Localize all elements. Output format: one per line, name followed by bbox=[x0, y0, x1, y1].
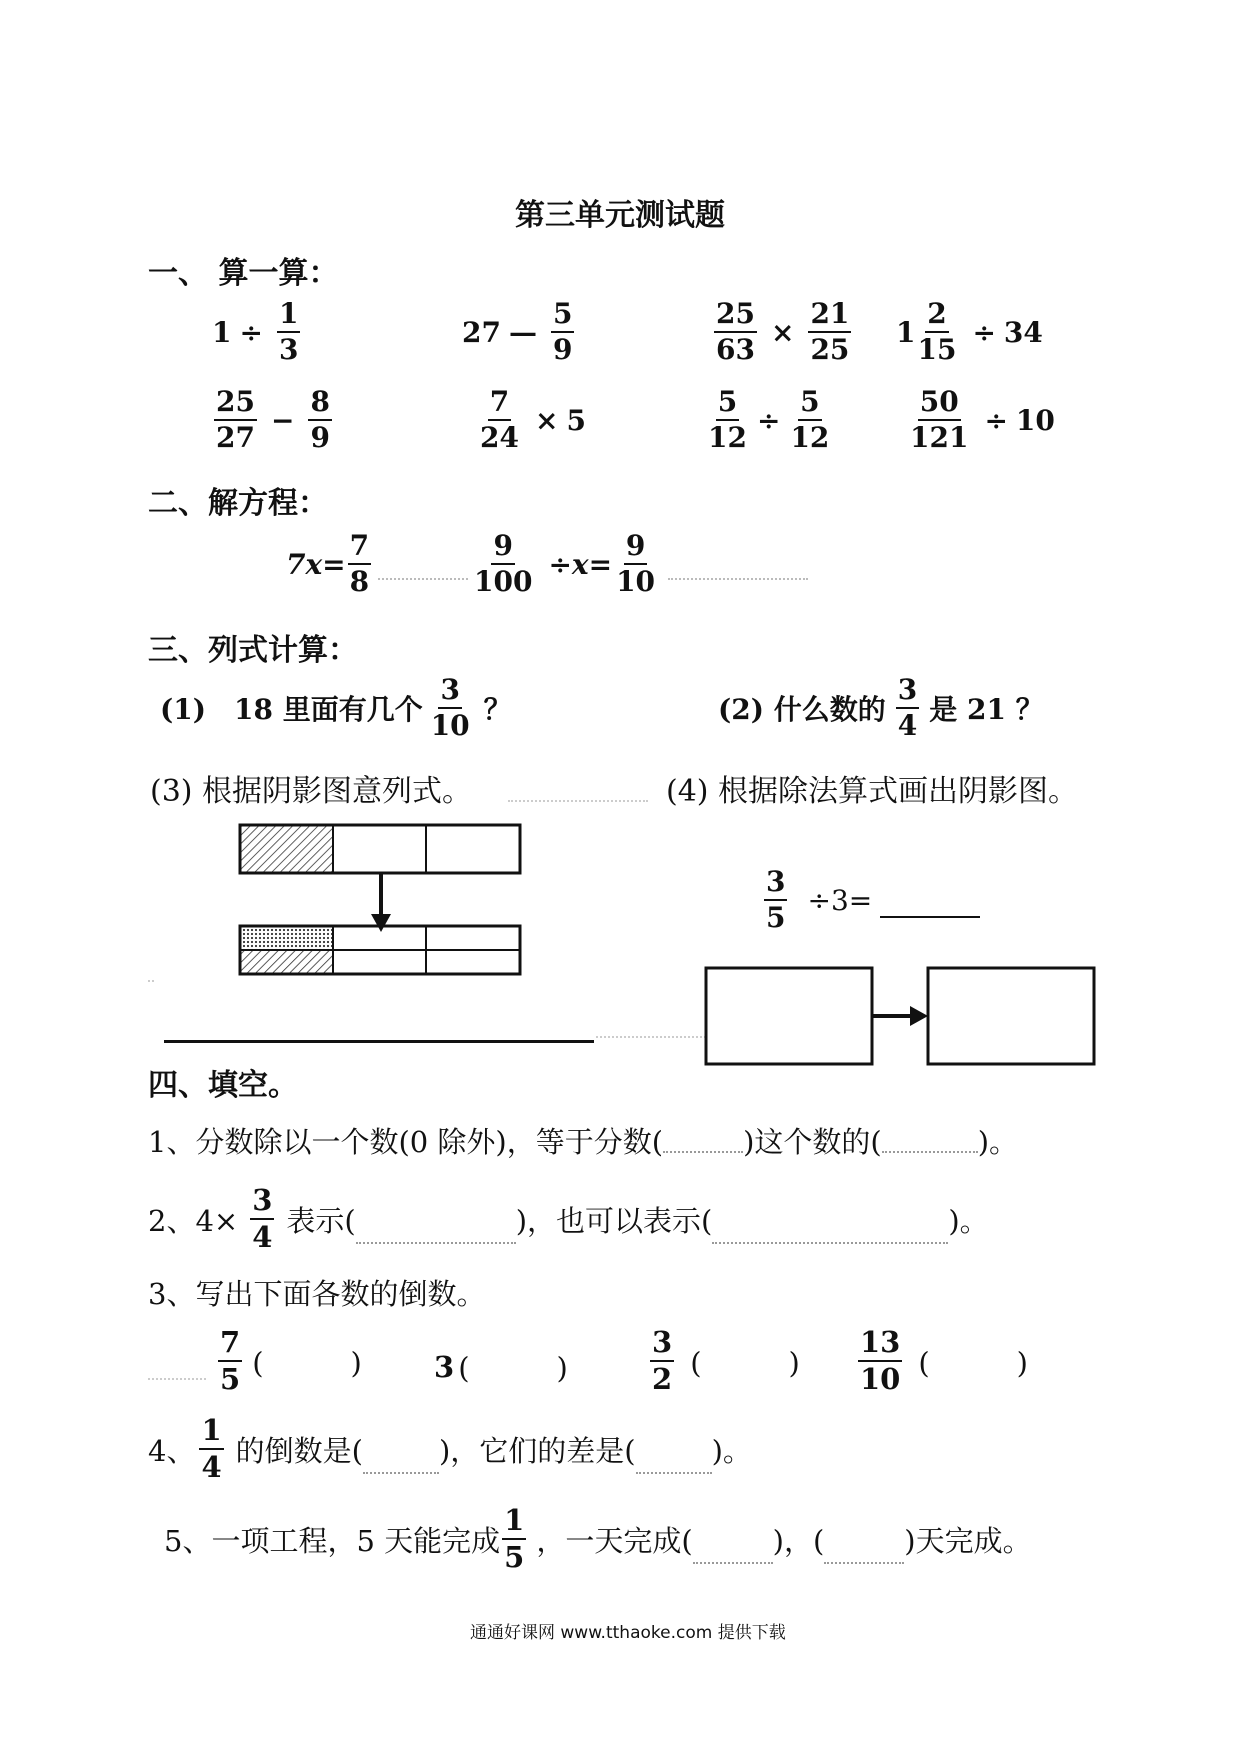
blank[interactable] bbox=[712, 1241, 948, 1244]
calc-1-3 bbox=[708, 297, 857, 366]
fraction: $\frac{9}{100}$ bbox=[474, 529, 533, 598]
fraction: $\frac{1}{4}$ bbox=[201, 1413, 222, 1484]
operator: ÷ bbox=[756, 403, 781, 437]
fraction: $\frac{7}{24}$ bbox=[480, 385, 519, 454]
fraction: $\frac{7}{8}$ bbox=[349, 529, 370, 598]
section-2-heading: 二、解方程： bbox=[148, 486, 328, 521]
fraction: $\frac{5}{12}$ bbox=[708, 385, 747, 454]
item-text: )。 bbox=[711, 1433, 752, 1468]
reciprocal-1 bbox=[212, 1325, 362, 1396]
section-4-heading: 四、填空。 bbox=[148, 1068, 298, 1103]
dotted-fill bbox=[378, 578, 468, 580]
equation-mid: ÷x= bbox=[548, 547, 613, 581]
fraction: $\frac{21}{25}$ bbox=[810, 297, 850, 366]
fill-item-1 bbox=[148, 1120, 1018, 1161]
fraction: $\frac{5}{9}$ bbox=[552, 297, 573, 366]
operator: ÷ bbox=[984, 403, 1008, 437]
fraction: $\frac{50}{121}$ bbox=[910, 385, 969, 454]
blank[interactable] bbox=[636, 1471, 712, 1474]
right-arrow-icon bbox=[910, 1006, 928, 1026]
operand: 1 bbox=[212, 315, 232, 349]
dotted-fill bbox=[508, 800, 648, 802]
section-3-heading: 三、列式计算： bbox=[148, 633, 358, 668]
fraction: $\frac{13}{10}$ bbox=[860, 1325, 901, 1396]
operand: 5 bbox=[566, 403, 586, 437]
answer-paren[interactable]: ( ) bbox=[252, 1345, 362, 1380]
equation-1 bbox=[286, 529, 377, 598]
item-text: )。 bbox=[977, 1125, 1019, 1159]
dotted-part bbox=[240, 926, 333, 950]
item-text: 2、4× bbox=[148, 1203, 239, 1238]
item-text: 的倒数是( bbox=[235, 1433, 363, 1468]
answer-line bbox=[880, 916, 980, 918]
item-text: )，也可以表示( bbox=[515, 1203, 713, 1238]
fraction: $\frac{3}{5}$ bbox=[766, 865, 786, 934]
fraction: $\frac{1}{3}$ bbox=[278, 297, 299, 366]
operator: ÷ bbox=[239, 315, 263, 349]
operator: — bbox=[508, 315, 537, 349]
item-text: )天完成。 bbox=[904, 1523, 1032, 1558]
fill-item-2 bbox=[148, 1183, 989, 1254]
operator: × bbox=[534, 403, 559, 437]
question-text: (2) 什么数的 bbox=[718, 693, 886, 726]
fraction: $\frac{25}{63}$ bbox=[716, 297, 755, 366]
division-expression bbox=[758, 865, 873, 934]
answer-paren[interactable]: ( ) bbox=[458, 1351, 568, 1385]
section-1-heading: 一、 算一算： bbox=[148, 256, 339, 291]
question-mark: ？ bbox=[483, 693, 512, 726]
down-arrow-icon bbox=[371, 914, 391, 932]
operand: 27 bbox=[462, 315, 501, 349]
shaded-third bbox=[240, 825, 333, 873]
hatched-part bbox=[240, 950, 333, 974]
calc-2-3 bbox=[700, 385, 837, 454]
answer-paren[interactable]: ( ) bbox=[918, 1345, 1028, 1380]
question-text-end: 是 21 ？ bbox=[929, 693, 1044, 726]
operand: 10 bbox=[1015, 403, 1055, 437]
item-text: ，一天完成( bbox=[536, 1523, 693, 1558]
answer-paren[interactable]: ( ) bbox=[690, 1345, 800, 1380]
drawing-box-right[interactable] bbox=[928, 968, 1094, 1064]
dotted-fill bbox=[596, 1036, 706, 1038]
fill-item-3: 3、写出下面各数的倒数。 bbox=[148, 1277, 486, 1311]
whole-part: 1 bbox=[896, 315, 916, 349]
equation-2 bbox=[466, 529, 663, 598]
fill-item-4 bbox=[148, 1413, 752, 1484]
item-text: )，它们的差是( bbox=[438, 1433, 636, 1468]
word-problem-1 bbox=[160, 673, 512, 742]
blank[interactable] bbox=[882, 1150, 978, 1153]
reciprocal-3 bbox=[644, 1325, 800, 1396]
item-text: )。 bbox=[948, 1203, 989, 1238]
reciprocal-4 bbox=[852, 1325, 1028, 1396]
calc-1-1 bbox=[212, 297, 306, 366]
blank[interactable] bbox=[356, 1241, 516, 1244]
blank[interactable] bbox=[824, 1561, 904, 1564]
fraction: $\frac{7}{5}$ bbox=[220, 1325, 241, 1396]
fraction: $\frac{5}{12}$ bbox=[790, 385, 830, 454]
expression-rest: ÷3= bbox=[807, 883, 873, 917]
fraction: $\frac{8}{9}$ bbox=[310, 385, 330, 454]
question-3-text: (3) 根据阴影图意列式。 bbox=[150, 774, 473, 809]
whole-number: 3 bbox=[434, 1349, 455, 1384]
shaded-diagram bbox=[230, 820, 530, 980]
item-text: )，( bbox=[772, 1523, 825, 1558]
drawing-boxes bbox=[700, 960, 1110, 1072]
calc-2-4 bbox=[902, 385, 1055, 454]
question-4-text: (4) 根据除法算式画出阴影图。 bbox=[666, 774, 1079, 809]
item-text: )这个数的( bbox=[743, 1125, 882, 1159]
fill-item-5 bbox=[164, 1503, 1032, 1574]
page-title: 第三单元测试题 bbox=[515, 198, 725, 233]
calc-2-2 bbox=[472, 385, 586, 454]
fraction: $\frac{9}{10}$ bbox=[616, 529, 656, 598]
fraction: $\frac{3}{10}$ bbox=[430, 673, 470, 742]
fraction: $\frac{25}{27}$ bbox=[216, 385, 255, 454]
item-text: 1、分数除以一个数(0 除外)，等于分数( bbox=[148, 1125, 664, 1159]
fraction: $\frac{1}{5}$ bbox=[504, 1503, 525, 1574]
dotted-fill bbox=[148, 1378, 206, 1380]
fraction: $\frac{2}{15}$ bbox=[917, 297, 957, 366]
calc-1-2 bbox=[462, 297, 580, 366]
fraction: $\frac{3}{4}$ bbox=[897, 673, 918, 742]
dotted-fill bbox=[148, 980, 154, 982]
operator: − bbox=[270, 403, 295, 437]
blank[interactable] bbox=[663, 1150, 743, 1153]
operator: ÷ bbox=[972, 315, 996, 349]
footer-credit: 通通好课网 www.tthaoke.com 提供下载 bbox=[470, 1623, 786, 1643]
equation-lhs: 7x= bbox=[286, 547, 346, 581]
blank[interactable] bbox=[363, 1471, 439, 1474]
reciprocal-2 bbox=[434, 1346, 568, 1387]
operator: × bbox=[770, 315, 795, 349]
blank[interactable] bbox=[693, 1561, 773, 1564]
fraction: $\frac{3}{4}$ bbox=[252, 1183, 273, 1254]
item-text: 4、 bbox=[148, 1433, 196, 1468]
question-text: (1) 18 里面有几个 bbox=[160, 693, 423, 726]
calc-2-1 bbox=[208, 385, 338, 454]
fraction: $\frac{3}{2}$ bbox=[652, 1325, 673, 1396]
drawing-box-left[interactable] bbox=[706, 968, 872, 1064]
calc-1-4 bbox=[896, 297, 1043, 366]
answer-line bbox=[164, 1040, 594, 1043]
word-problem-2 bbox=[718, 673, 1044, 742]
item-text: 表示( bbox=[286, 1203, 356, 1238]
dotted-fill bbox=[668, 578, 808, 580]
operand: 34 bbox=[1003, 315, 1043, 349]
item-text: 5、一项工程，5 天能完成 bbox=[164, 1523, 501, 1558]
